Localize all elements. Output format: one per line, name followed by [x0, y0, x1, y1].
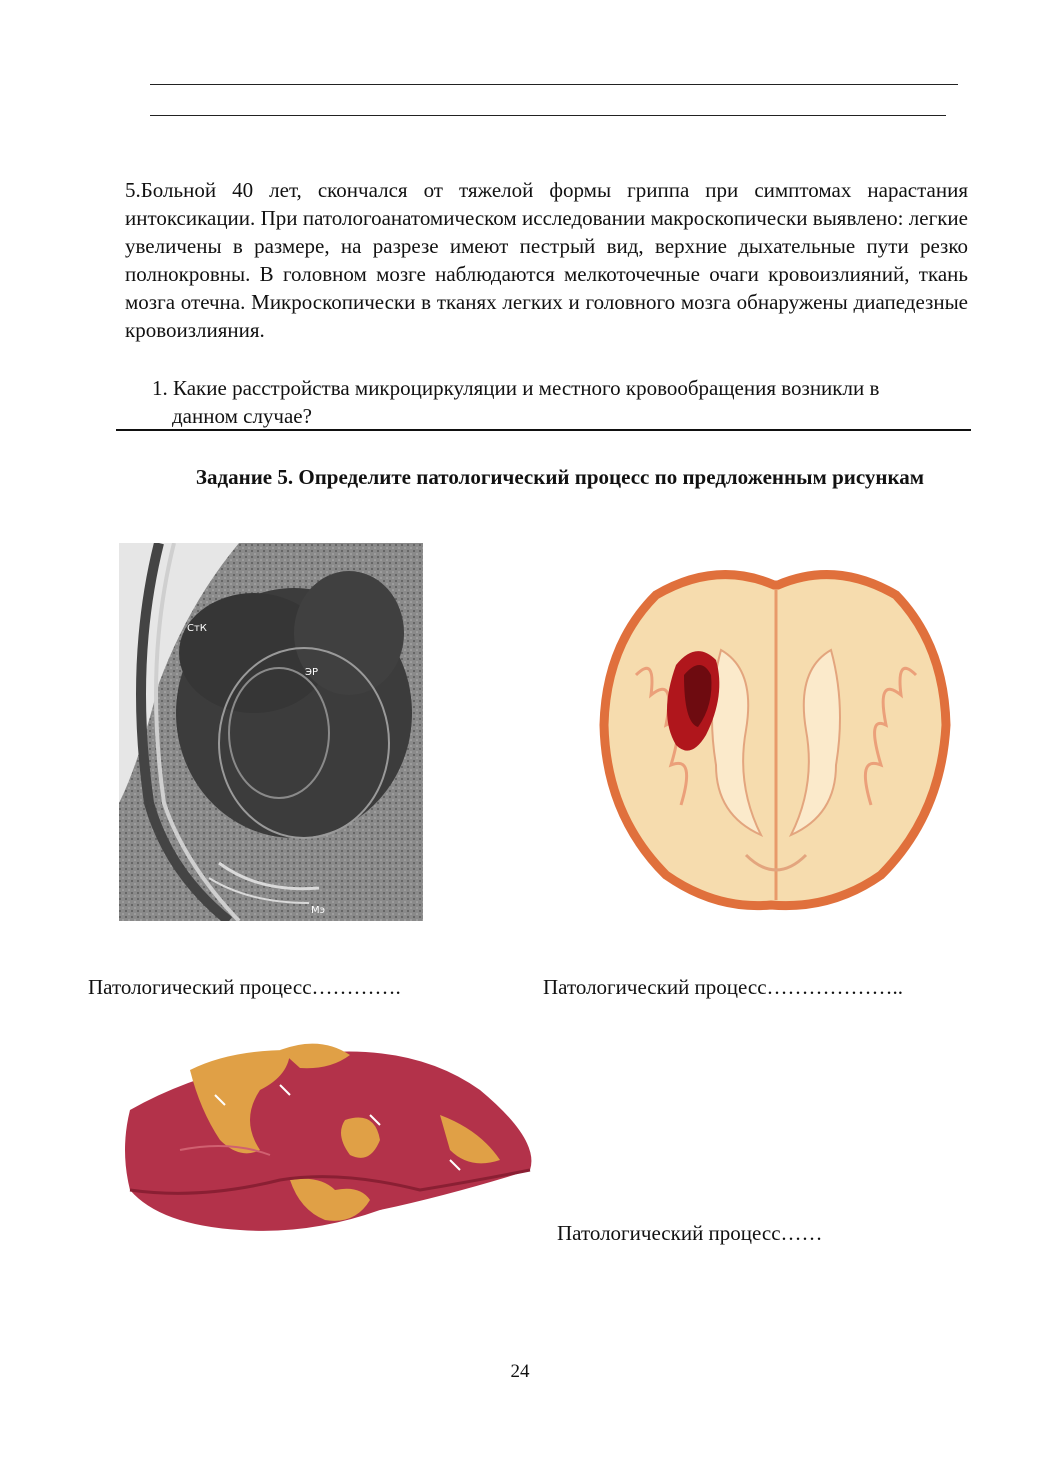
question-list: [148, 374, 948, 430]
micrograph-label-me: Мэ: [311, 905, 326, 916]
brain-figure: [596, 555, 956, 915]
assignment-heading: Задание 5. Определите патологический процесс по предложенным рисункам: [195, 465, 925, 489]
liver-figure: [120, 1030, 550, 1245]
brain-caption: Патологический процесс………………..: [543, 975, 904, 999]
liver-caption: Патологический процесс……: [557, 1221, 823, 1245]
micrograph-label-stk: СтК: [187, 623, 207, 634]
brain-section-image: [596, 555, 956, 915]
section-divider: [116, 429, 971, 431]
task-case-text: [125, 176, 968, 344]
micrograph-caption: Патологический процесс………….: [88, 975, 401, 999]
question-item: 1. Какие расстройства микроциркуляции и местного кровообращения возникли в данном случае?: [152, 376, 880, 428]
micrograph-label-er: ЭР: [305, 667, 319, 678]
micrograph-figure: [119, 543, 423, 921]
micrograph-image: [119, 543, 423, 921]
answer-line-1: [150, 84, 958, 85]
answer-line-2: [150, 115, 946, 116]
page-number: 24: [510, 1361, 530, 1382]
case-paragraph: 5.Больной 40 лет, скончался от тяжелой формы гриппа при симптомах нарастания интоксикации. При патологоанатомическом исследовании макроскопически выявлено: легкие увеличены в размере, на разрезе имеют пестрый вид, верхние дыхательные пути резко полнокровны. В головном мозге наблюдаются мелкоточечные очаги кровоизлияний, ткань мозга отечна. Микроскопически в тканях легких и головного мозга обнаружены диапедезные кровоизлияния.: [125, 178, 968, 342]
liver-image: [120, 1030, 550, 1245]
